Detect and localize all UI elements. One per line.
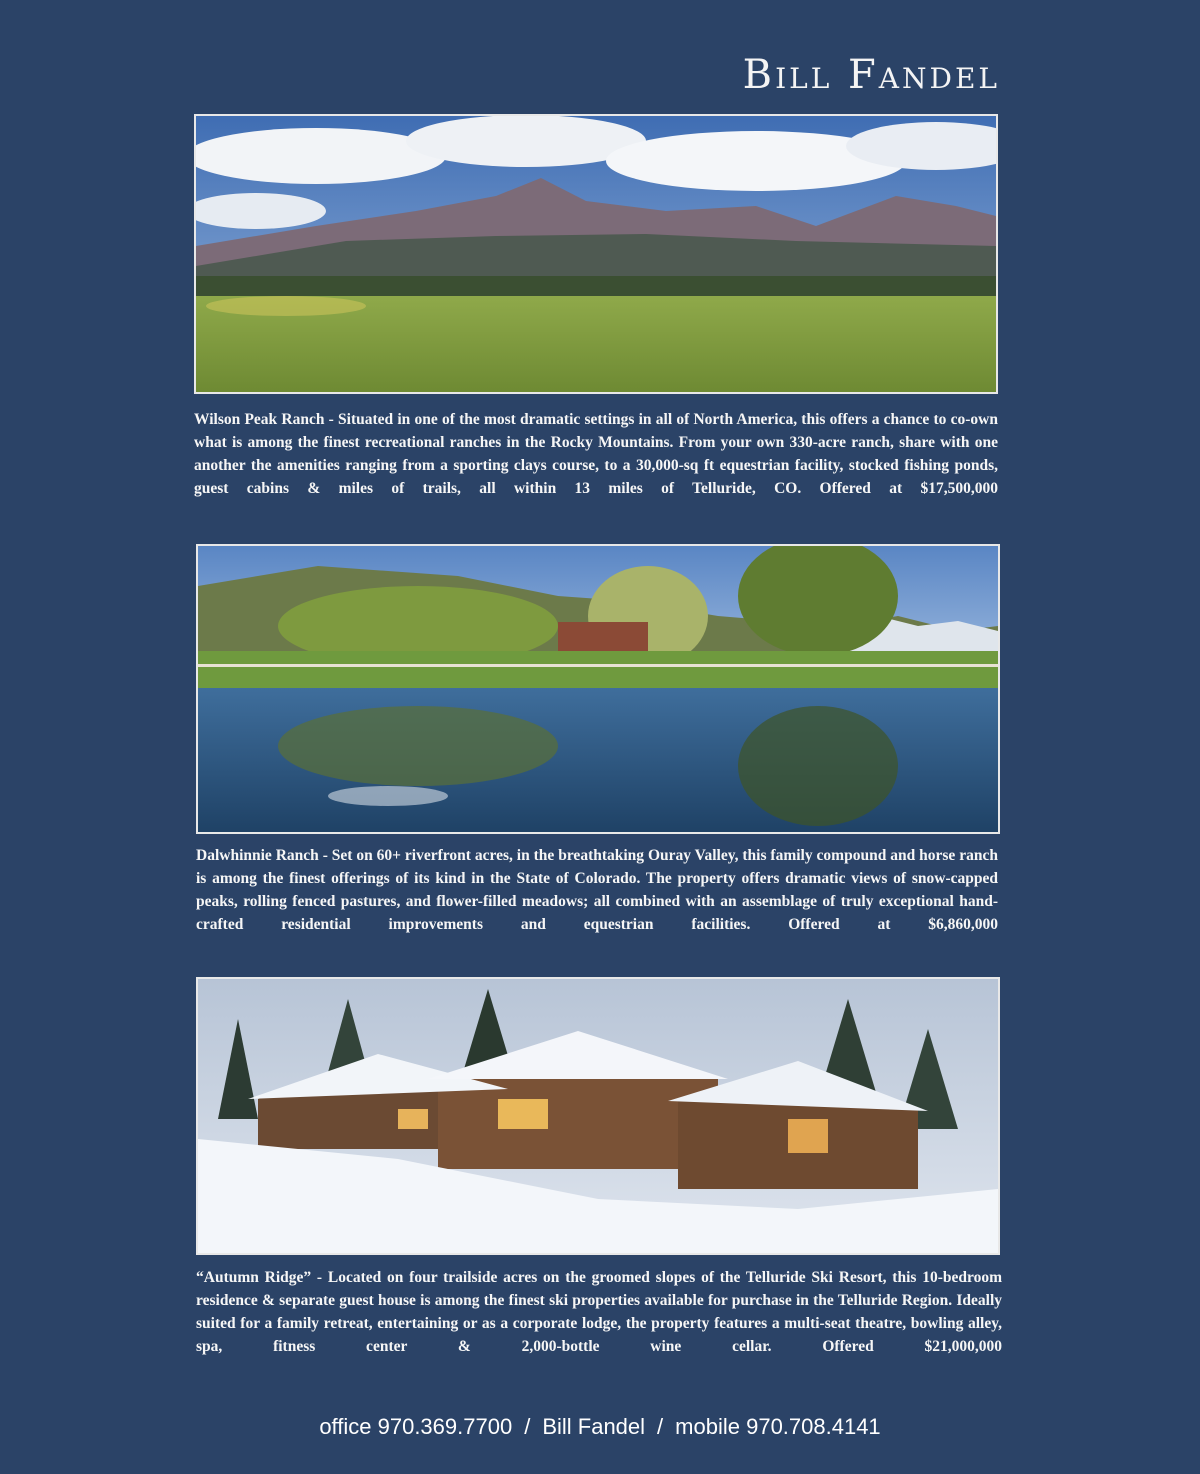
listing-autumn-ridge <box>196 1266 1002 1358</box>
autumn-ridge-photo <box>196 977 1000 1255</box>
listing-price: Offered at $17,500,000 <box>819 480 999 497</box>
listing-description: Dalwhinnie Ranch - Set on 60+ riverfront acres, in the breathtaking Ouray Valley, this family compound and horse ranch is among the finest offerings of its kind in the State of Colorado. The property offers dramatic views of snow-capped peaks, rolling fenced pastures, and flower-filled meadows; all combined with an assemblage of truly exceptional hand-crafted residential improvements and equestrian facilities. <box>196 847 998 933</box>
office-phone: office 970.369.7700 <box>319 1414 513 1439</box>
listing-description: “Autumn Ridge” - Located on four trailside acres on the groomed slopes of the Telluride Ski Resort, this 10-bedroom residence & separate guest house is among the finest ski properties available for purchase in the Telluride Region. Ideally suited for a family retreat, entertaining or as a corporate lodge, the property features a multi-seat theatre, bowling alley, spa, fitness center & 2,000-bottle wine cellar. <box>196 1269 1002 1355</box>
footer-agent-name: Bill Fandel <box>542 1414 646 1439</box>
listing-dalwhinnie-ranch <box>196 844 998 936</box>
listing-price: Offered at $6,860,000 <box>788 916 998 933</box>
listing-description: Wilson Peak Ranch - Situated in one of the most dramatic settings in all of North America, this offers a chance to co-own what is among the finest recreational ranches in the Rocky Mountains. From your own 330-acre ranch, share with one another the amenities ranging from a sporting clays course, to a 30,000-sq ft equestrian facility, stocked fishing ponds, guest cabins & miles of trails, all within 13 miles of Telluride, CO. <box>194 411 998 497</box>
footer-separator: / <box>524 1414 531 1439</box>
mobile-phone: mobile 970.708.4141 <box>675 1414 881 1439</box>
dalwhinnie-ranch-photo <box>196 544 1000 834</box>
listing-wilson-peak-ranch <box>194 408 998 500</box>
agent-name-heading: Bill Fandel <box>742 52 1000 98</box>
listing-price: Offered $21,000,000 <box>822 1338 1002 1355</box>
contact-footer <box>0 1414 1200 1440</box>
wilson-peak-ranch-photo <box>194 114 998 394</box>
footer-separator: / <box>657 1414 664 1439</box>
